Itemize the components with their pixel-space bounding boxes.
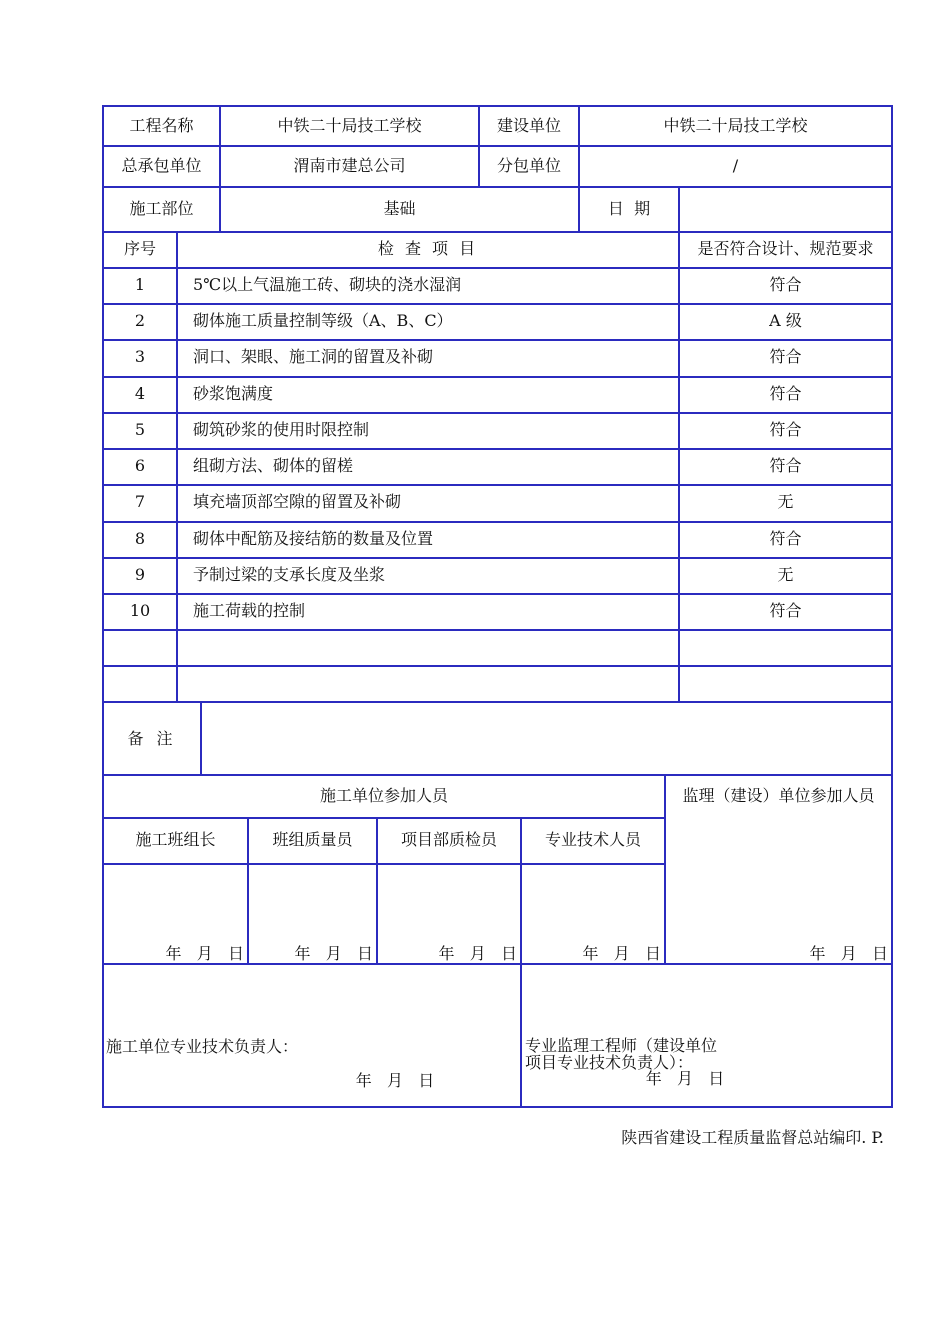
- sign-date: 年 月 日: [809, 944, 888, 963]
- row-divider: [102, 484, 893, 486]
- row-item: 5℃以上气温施工砖、砌块的浇水湿润: [193, 275, 462, 294]
- row-no: 6: [134, 456, 146, 475]
- row-no: 2: [134, 311, 146, 330]
- row-no: 3: [134, 347, 146, 366]
- builder-value: 中铁二十局技工学校: [663, 116, 808, 135]
- row-item: 组砌方法、砌体的留槎: [193, 456, 354, 475]
- role-team-quality: 班组质量员: [272, 830, 353, 849]
- construction-lead-date: 年 月 日: [355, 1071, 435, 1090]
- row-no: 9: [134, 565, 146, 584]
- col-divider: [678, 186, 680, 703]
- row-no: 10: [129, 601, 151, 620]
- remarks-label: 备 注: [127, 729, 177, 748]
- row-result: 符合: [769, 347, 802, 366]
- row-no: 7: [134, 492, 146, 511]
- col-header-no: 序号: [123, 239, 156, 258]
- row-divider: [102, 339, 893, 341]
- project-name-label: 工程名称: [129, 116, 194, 135]
- row-result: 无: [777, 565, 794, 584]
- row-divider: [102, 521, 893, 523]
- publisher-credit: 陕西省建设工程质量监督总站编印. P.: [621, 1128, 884, 1147]
- row-result: 符合: [769, 420, 802, 439]
- row-no: 1: [134, 275, 146, 294]
- supervisor-date: 年 月 日: [645, 1069, 725, 1088]
- construction-lead-label: 施工单位专业技术负责人：: [106, 1037, 299, 1056]
- row-no: 8: [134, 529, 146, 548]
- row-result: 符合: [769, 529, 802, 548]
- row-divider: [102, 303, 893, 305]
- row-divider: [102, 448, 893, 450]
- row-no: 5: [134, 420, 146, 439]
- sign-date: 年 月 日: [438, 944, 517, 963]
- role-technical-staff: 专业技术人员: [544, 830, 641, 849]
- project-name-value: 中铁二十局技工学校: [277, 116, 422, 135]
- row-divider: [102, 701, 893, 703]
- supervisor-label-line2: 项目专业技术负责人）：: [525, 1053, 694, 1072]
- row-divider: [102, 774, 893, 776]
- col-header-item: 检 查 项 目: [377, 239, 479, 258]
- col-header-result: 是否符合设计、规范要求: [697, 239, 874, 258]
- role-team-leader: 施工班组长: [135, 830, 216, 849]
- supervisor-label-line1: 专业监理工程师（建设单位: [525, 1036, 718, 1055]
- row-divider: [102, 376, 893, 378]
- row-item: 砌筑砂浆的使用时限控制: [193, 420, 370, 439]
- table-border-bottom: [102, 1106, 893, 1108]
- row-item: 填充墙顶部空隙的留置及补砌: [193, 492, 402, 511]
- row-result: 无: [777, 492, 794, 511]
- row-item: 砌体施工质量控制等级（A、B、C）: [193, 311, 453, 330]
- location-label: 施工部位: [129, 199, 194, 218]
- row-result: A 级: [769, 311, 802, 330]
- col-divider: [176, 231, 178, 703]
- date-label: 日 期: [607, 199, 651, 218]
- row-result: 符合: [769, 601, 802, 620]
- row-divider: [102, 817, 666, 819]
- row-item: 砂浆饱满度: [193, 384, 274, 403]
- row-divider: [102, 665, 893, 667]
- row-divider: [102, 863, 666, 865]
- row-item: 砌体中配筋及接结筋的数量及位置: [193, 529, 434, 548]
- general-contractor-value: 渭南市建总公司: [293, 156, 406, 175]
- row-item: 施工荷载的控制: [193, 601, 306, 620]
- row-divider: [102, 412, 893, 414]
- row-item: 予制过梁的支承长度及坐浆: [193, 565, 386, 584]
- builder-label: 建设单位: [496, 116, 561, 135]
- sign-date: 年 月 日: [165, 944, 244, 963]
- row-divider: [102, 593, 893, 595]
- row-item: 洞口、架眼、施工洞的留置及补砌: [193, 347, 434, 366]
- general-contractor-label: 总承包单位: [121, 156, 202, 175]
- construction-participants-header: 施工单位参加人员: [319, 786, 448, 805]
- supervision-participants-header: 监理（建设）单位参加人员: [682, 786, 875, 805]
- row-divider: [102, 629, 893, 631]
- row-result: 符合: [769, 275, 802, 294]
- row-no: 4: [134, 384, 146, 403]
- row-divider: [102, 557, 893, 559]
- sign-date: 年 月 日: [582, 944, 661, 963]
- table-border-right: [891, 105, 893, 1108]
- location-value: 基础: [383, 199, 416, 218]
- row-result: 符合: [769, 384, 802, 403]
- row-divider: [102, 267, 893, 269]
- subcontractor-value: /: [732, 156, 739, 175]
- sign-date: 年 月 日: [294, 944, 373, 963]
- role-project-inspector: 项目部质检员: [400, 830, 497, 849]
- row-result: 符合: [769, 456, 802, 475]
- subcontractor-label: 分包单位: [496, 156, 561, 175]
- col-divider: [200, 701, 202, 776]
